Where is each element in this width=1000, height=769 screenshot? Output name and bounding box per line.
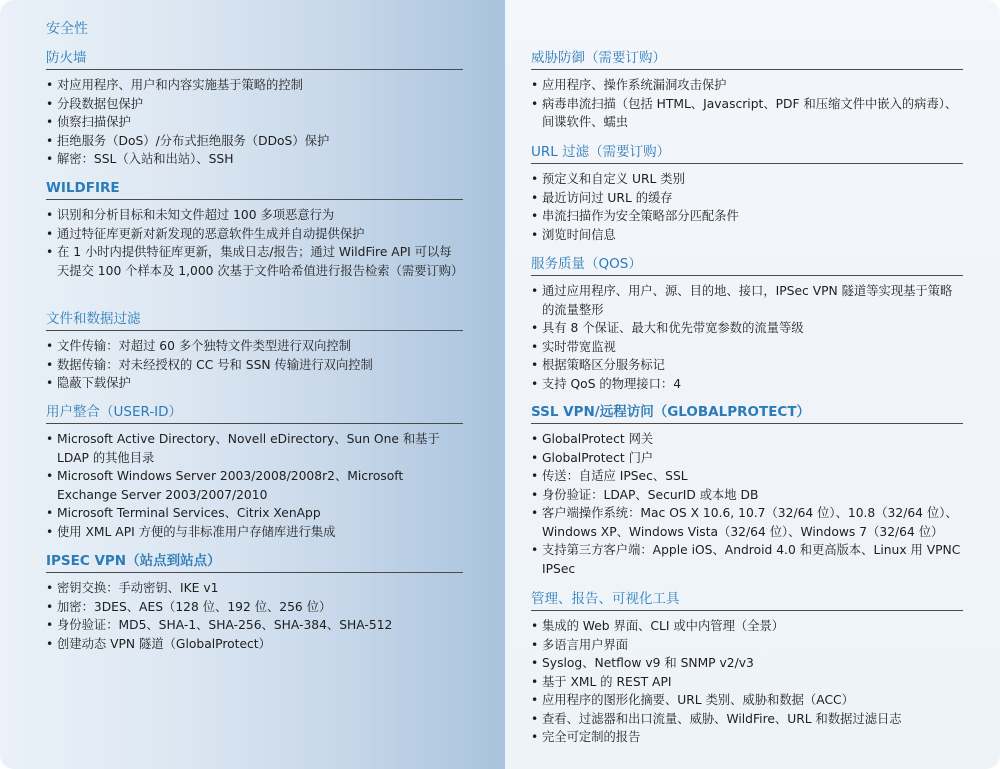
- list-item: • GlobalProtect 门户: [531, 449, 963, 468]
- list-item: • 集成的 Web 界面、CLI 或中内管理（全景）: [531, 617, 963, 636]
- list-item: • 隐蔽下载保护: [46, 374, 463, 393]
- list-item: • 支持 QoS 的物理接口：4: [531, 375, 963, 394]
- list-item: • 通过应用程序、用户、源、目的地、接口，IPSec VPN 隧道等实现基于策略的流量整形: [531, 282, 963, 319]
- section-ssl-vpn: [531, 404, 963, 578]
- section-user-id: [46, 404, 463, 541]
- list-item: • 病毒串流扫描（包括 HTML、Javascript、PDF 和压缩文件中嵌入的病毒）、间谍软件、蠕虫: [531, 95, 963, 132]
- section-threat-prevention: [531, 50, 963, 132]
- list-item: • 加密：3DES、AES（128 位、192 位、256 位）: [46, 598, 463, 617]
- section-heading: WILDFIRE: [46, 180, 463, 200]
- section-qos: [531, 256, 963, 393]
- list-item: • 分段数据包保护: [46, 95, 463, 114]
- list-item: • 串流扫描作为安全策略部分匹配条件: [531, 207, 963, 226]
- section-management: [531, 591, 963, 747]
- list-item: • 客户端操作系统：Mac OS X 10.6, 10.7（32/64 位）、10.8（32/64 位）、Windows XP、Windows Vista（32/64 位）、Windows 7（32/64 位）: [531, 504, 963, 541]
- list-item: • Microsoft Active Directory、Novell eDirectory、Sun One 和基于 LDAP 的其他目录: [46, 430, 463, 467]
- list-item: • 传送：自适应 IPSec、SSL: [531, 467, 963, 486]
- list-item: • 实时带宽监视: [531, 338, 963, 357]
- list-item: • 拒绝服务（DoS）/分布式拒绝服务（DDoS）保护: [46, 132, 463, 151]
- list-item: • 具有 8 个保证、最大和优先带宽参数的流量等级: [531, 319, 963, 338]
- list-item: • 查看、过滤器和出口流量、威胁、WildFire、URL 和数据过滤日志: [531, 710, 963, 729]
- list-item: • 根据策略区分服务标记: [531, 356, 963, 375]
- list-item: • 在 1 小时内提供特征库更新，集成日志/报告；通过 WildFire API 可以每天提交 100 个样本及 1,000 次基于文件哈希值进行报告检索（需要订购）: [46, 243, 463, 280]
- list-item: • 最近访问过 URL 的缓存: [531, 189, 963, 208]
- list-item: • GlobalProtect 网关: [531, 430, 963, 449]
- section-wildfire: [46, 180, 463, 280]
- list-item: • 支持第三方客户端：Apple iOS、Android 4.0 和更高版本、Linux 用 VPNC IPSec: [531, 541, 963, 578]
- list-item: • 创建动态 VPN 隧道（GlobalProtect）: [46, 635, 463, 654]
- section-ipsec-vpn: [46, 553, 463, 653]
- list-item: • 完全可定制的报告: [531, 728, 963, 747]
- list-item: • 文件传输：对超过 60 多个独特文件类型进行双向控制: [46, 337, 463, 356]
- bullet-list: [46, 76, 463, 169]
- page-title: 安全性: [46, 21, 88, 37]
- section-heading: IPSEC VPN（站点到站点）: [46, 553, 463, 573]
- list-item: • 使用 XML API 方便的与非标准用户存储库进行集成: [46, 523, 463, 542]
- list-item: • Microsoft Terminal Services、Citrix XenApp: [46, 504, 463, 523]
- list-item: • 数据传输：对未经授权的 CC 号和 SSN 传输进行双向控制: [46, 356, 463, 375]
- bullet-list: [46, 430, 463, 541]
- section-firewall: [46, 50, 463, 169]
- list-item: • 预定义和自定义 URL 类别: [531, 170, 963, 189]
- bullet-list: [46, 337, 463, 393]
- section-heading: 管理、报告、可视化工具: [531, 591, 963, 611]
- section-heading: SSL VPN/远程访问（GLOBALPROTECT）: [531, 404, 963, 424]
- section-heading: 防火墙: [46, 50, 463, 70]
- bullet-list: [531, 282, 963, 393]
- list-item: • 通过特征库更新对新发现的恶意软件生成并自动提供保护: [46, 225, 463, 244]
- section-file-data-filtering: [46, 311, 463, 393]
- list-item: • 侦察扫描保护: [46, 113, 463, 132]
- list-item: • 应用程序的图形化摘要、URL 类别、威胁和数据（ACC）: [531, 691, 963, 710]
- list-item: • 对应用程序、用户和内容实施基于策略的控制: [46, 76, 463, 95]
- section-heading: 服务质量（QOS）: [531, 256, 963, 276]
- section-url-filtering: [531, 144, 963, 244]
- list-item: • 识别和分析目标和未知文件超过 100 多项恶意行为: [46, 206, 463, 225]
- list-item: • 身份验证：MD5、SHA-1、SHA-256、SHA-384、SHA-512: [46, 616, 463, 635]
- list-item: • 基于 XML 的 REST API: [531, 673, 963, 692]
- bullet-list: [531, 76, 963, 132]
- section-heading: 用户整合（USER-ID）: [46, 404, 463, 424]
- section-heading: 威胁防御（需要订购）: [531, 50, 963, 70]
- list-item: • 解密：SSL（入站和出站）、SSH: [46, 150, 463, 169]
- bullet-list: [531, 430, 963, 578]
- list-item: • 多语言用户界面: [531, 636, 963, 655]
- list-item: • 密钥交换：手动密钥、IKE v1: [46, 579, 463, 598]
- list-item: • Syslog、Netflow v9 和 SNMP v2/v3: [531, 654, 963, 673]
- bullet-list: [531, 170, 963, 244]
- bullet-list: [531, 617, 963, 747]
- section-heading: 文件和数据过滤: [46, 311, 463, 331]
- list-item: • 应用程序、操作系统漏洞攻击保护: [531, 76, 963, 95]
- bullet-list: [46, 579, 463, 653]
- list-item: • Microsoft Windows Server 2003/2008/2008r2、Microsoft Exchange Server 2003/2007/2010: [46, 467, 463, 504]
- section-heading: URL 过滤（需要订购）: [531, 144, 963, 164]
- list-item: • 身份验证：LDAP、SecurID 或本地 DB: [531, 486, 963, 505]
- list-item: • 浏览时间信息: [531, 226, 963, 245]
- bullet-list: [46, 206, 463, 280]
